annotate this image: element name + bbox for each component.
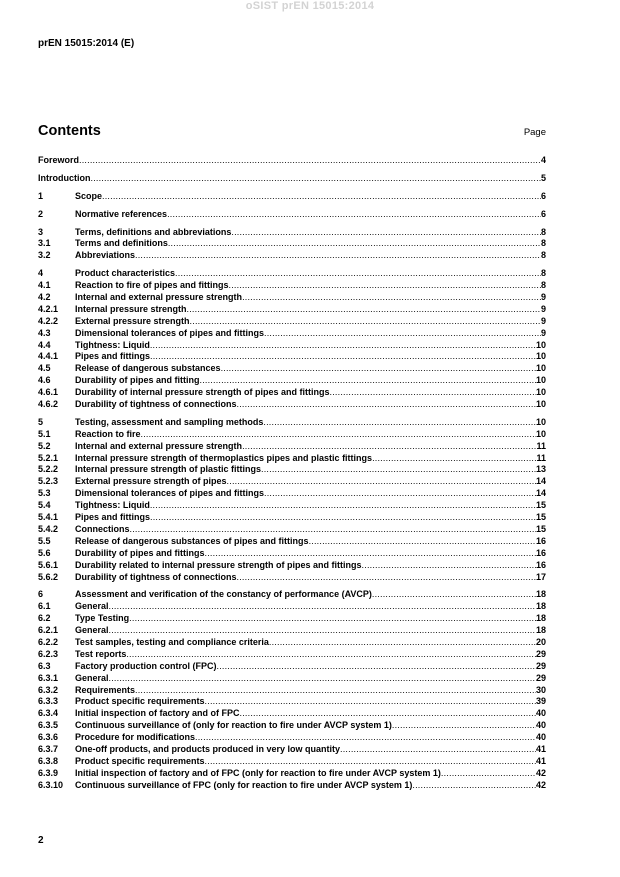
toc-group: [38, 268, 546, 411]
toc-entry[interactable]: [38, 316, 546, 328]
toc-entry-title: Durability of internal pressure strength of pipes and fittings: [75, 387, 330, 398]
toc-entry[interactable]: [38, 441, 546, 453]
toc-entry[interactable]: [38, 572, 546, 584]
toc-entry-number: 4: [38, 268, 44, 279]
toc-leader-dots: [412, 780, 536, 792]
toc-leader-dots: [200, 375, 536, 387]
toc-entry-page: 10: [535, 351, 546, 362]
toc-leader-dots: [205, 756, 536, 768]
toc-group: [38, 589, 546, 791]
toc-entry-title: Continuous surveillance of (only for reaction to fire under AVCP system 1): [75, 720, 392, 731]
toc-entry[interactable]: [38, 191, 546, 203]
toc-entry-page: 10: [535, 363, 546, 374]
toc-entry[interactable]: [38, 625, 546, 637]
toc-entry-page: 29: [535, 672, 546, 683]
toc-entry[interactable]: [38, 227, 546, 239]
toc-entry-page: 11: [536, 440, 546, 451]
toc-entry-number: 5.2: [38, 440, 51, 451]
toc-entry[interactable]: [38, 429, 546, 441]
page-number: 2: [38, 835, 44, 846]
toc-leader-dots: [91, 173, 541, 185]
toc-entry-title: One-off products, and products produced in very low quantity: [75, 743, 341, 754]
toc-entry-number: 3: [38, 226, 44, 237]
toc-entry-title: Tightness: Liquid: [75, 339, 150, 350]
toc-entry-number: 4.3: [38, 327, 51, 338]
toc-entry[interactable]: [38, 780, 546, 792]
toc-leader-dots: [195, 732, 536, 744]
toc-entry-title: Durability related to internal pressure strength of pipes and fittings: [75, 559, 362, 570]
toc-entry-page: 18: [535, 625, 546, 636]
toc-leader-dots: [150, 500, 536, 512]
toc-leader-dots: [231, 227, 541, 239]
toc-entry-title: Procedure for modifications: [75, 732, 196, 743]
toc-entry[interactable]: [38, 209, 546, 221]
toc-group: [38, 417, 546, 583]
toc-leader-dots: [237, 399, 536, 411]
toc-leader-dots: [441, 768, 536, 780]
toc-leader-dots: [330, 387, 536, 399]
toc-entry[interactable]: [38, 387, 546, 399]
toc-entry[interactable]: [38, 476, 546, 488]
toc-entry-page: 18: [535, 589, 546, 600]
toc-entry-page: 10: [535, 399, 546, 410]
toc-entry-number: 4.6.1: [38, 387, 59, 398]
toc-leader-dots: [269, 637, 536, 649]
toc-leader-dots: [175, 268, 541, 280]
toc-entry[interactable]: [38, 363, 546, 375]
toc-entry[interactable]: [38, 673, 546, 685]
toc-entry-page: 9: [540, 315, 546, 326]
toc-leader-dots: [167, 209, 541, 221]
toc-entry-title: Initial inspection of factory and of FPC: [75, 708, 240, 719]
toc-entry[interactable]: [38, 328, 546, 340]
toc-group: [38, 227, 546, 263]
toc-leader-dots: [242, 441, 536, 453]
toc-entry-number: 6.3.1: [38, 672, 59, 683]
toc-entry-number: 5.2.1: [38, 452, 59, 463]
toc-entry[interactable]: [38, 488, 546, 500]
toc-leader-dots: [362, 560, 536, 572]
toc-leader-dots: [309, 536, 536, 548]
toc-entry-title: Product characteristics: [75, 268, 176, 279]
contents-heading: Contents: [38, 123, 101, 139]
toc-entry[interactable]: [38, 732, 546, 744]
toc-leader-dots: [150, 512, 536, 524]
toc-entry-title: Internal pressure strength of thermoplastics pipes and plastic fittings: [75, 452, 373, 463]
toc-entry-number: 5.5: [38, 535, 51, 546]
toc-entry-number: 5.2.2: [38, 464, 59, 475]
toc-entry-page: 14: [535, 488, 546, 499]
toc-entry-page: 11: [536, 452, 546, 463]
toc-entry[interactable]: [38, 649, 546, 661]
toc-entry-number: 4.6: [38, 375, 51, 386]
toc-entry-title: Assessment and verification of the constancy of performance (AVCP): [75, 589, 372, 600]
toc-entry-title: Tightness: Liquid: [75, 500, 150, 511]
toc-entry-title: Terms, definitions and abbreviations: [75, 226, 232, 237]
toc-entry-title: Requirements: [75, 684, 136, 695]
toc-entry-number: 4.4: [38, 339, 51, 350]
toc-entry-title: Reaction to fire of pipes and fittings: [75, 280, 229, 291]
toc-entry-title: Continuous surveillance of FPC (only for reaction to fire under AVCP system 1): [75, 779, 413, 790]
toc-entry[interactable]: [38, 768, 546, 780]
toc-entry-page: 40: [535, 708, 546, 719]
toc-entry-page: 40: [535, 720, 546, 731]
toc-entry-title: Test reports: [75, 648, 127, 659]
toc-leader-dots: [237, 572, 536, 584]
toc-entry-number: 5: [38, 416, 44, 427]
toc-entry-page: 8: [540, 250, 546, 261]
toc-entry-title: Type Testing: [75, 613, 130, 624]
toc-entry-title: Internal pressure strength: [75, 303, 187, 314]
toc-leader-dots: [205, 696, 536, 708]
toc-entry-title: Pipes and fittings: [75, 351, 151, 362]
toc-entry[interactable]: [38, 500, 546, 512]
toc-leader-dots: [135, 685, 536, 697]
toc-entry-page: 10: [535, 428, 546, 439]
toc-entry-page: 9: [540, 303, 546, 314]
toc-entry[interactable]: [38, 685, 546, 697]
toc-entry-page: 15: [535, 500, 546, 511]
toc-entry[interactable]: [38, 280, 546, 292]
toc-leader-dots: [135, 250, 541, 262]
toc-entry-number: 4.2: [38, 292, 51, 303]
toc-entry-title: Internal and external pressure strength: [75, 440, 243, 451]
toc-entry[interactable]: [38, 351, 546, 363]
toc-entry-page: 16: [535, 547, 546, 558]
toc-entry-number: 3.2: [38, 250, 51, 261]
toc-entry-page: 16: [535, 535, 546, 546]
toc-entry[interactable]: [38, 756, 546, 768]
toc-entry-number: 6.2.3: [38, 648, 59, 659]
toc-entry-number: 6.3.10: [38, 779, 64, 790]
toc-entry-number: 5.1: [38, 428, 51, 439]
toc-entry-page: 42: [535, 779, 546, 790]
toc-entry-title: Release of dangerous substances: [75, 363, 221, 374]
toc-entry-number: 6.2.1: [38, 625, 59, 636]
toc-entry-title: Initial inspection of factory and of FPC (only for reaction to fire under AVCP system 1): [75, 767, 441, 778]
toc-entry-page: 10: [535, 339, 546, 350]
toc-entry-page: 13: [535, 464, 546, 475]
toc-entry-number: 6.1: [38, 601, 51, 612]
toc-entry-page: 15: [535, 523, 546, 534]
toc-group: [38, 173, 546, 185]
toc-entry-page: 8: [540, 238, 546, 249]
toc-leader-dots: [229, 280, 541, 292]
toc-entry-page: 29: [535, 660, 546, 671]
toc-entry[interactable]: [38, 696, 546, 708]
toc-entry-page: 4: [540, 155, 546, 165]
toc-entry-title: Abbreviations: [75, 250, 136, 261]
toc-entry-number: 6.3.2: [38, 684, 59, 695]
toc-entry[interactable]: [38, 613, 546, 625]
toc-entry-title: Durability of pipes and fittings: [75, 547, 205, 558]
toc-leader-dots: [187, 304, 541, 316]
toc-entry-number: 5.2.3: [38, 476, 59, 487]
toc-leader-dots: [150, 351, 536, 363]
toc-entry-number: 5.6: [38, 547, 51, 558]
toc-leader-dots: [227, 476, 536, 488]
toc-entry-page: 5: [540, 172, 546, 183]
toc-entry-page: 9: [540, 292, 546, 303]
toc-entry[interactable]: [38, 536, 546, 548]
toc-entry-number: 4.4.1: [38, 351, 59, 362]
toc-entry[interactable]: [38, 238, 546, 250]
toc-leader-dots: [372, 589, 536, 601]
toc-leader-dots: [240, 708, 536, 720]
toc-entry-title: Terms and definitions: [75, 238, 168, 249]
toc-leader-dots: [264, 488, 536, 500]
toc-entry-page: 41: [535, 743, 546, 754]
toc-leader-dots: [102, 191, 541, 203]
toc-entry-title: General: [75, 625, 109, 636]
toc-entry-title: Dimensional tolerances of pipes and fittings: [75, 488, 265, 499]
toc-entry-title: Internal pressure strength of plastic fittings: [75, 464, 262, 475]
toc-group: [38, 155, 546, 167]
toc-entry-number: 5.4.2: [38, 523, 59, 534]
toc-entry-title: Factory production control (FPC): [75, 660, 217, 671]
toc-entry-page: 42: [535, 767, 546, 778]
toc-leader-dots: [261, 464, 536, 476]
toc-leader-dots: [126, 649, 536, 661]
toc-entry[interactable]: [38, 661, 546, 673]
toc-entry[interactable]: [38, 340, 546, 352]
toc-entry-number: 6.3.3: [38, 696, 59, 707]
toc-entry[interactable]: [38, 250, 546, 262]
toc-leader-dots: [109, 673, 536, 685]
toc-entry-number: 6.3.4: [38, 708, 59, 719]
watermark-text: oSIST prEN 15015:2014: [245, 0, 375, 12]
toc-entry[interactable]: [38, 601, 546, 613]
toc-entry-title: Release of dangerous substances of pipes and fittings: [75, 535, 309, 546]
toc-entry-page: 6: [540, 208, 546, 219]
toc-entry-number: 6.3.6: [38, 732, 59, 743]
toc-leader-dots: [109, 601, 536, 613]
toc-entry-title: General: [75, 672, 109, 683]
toc-entry-title: Durability of tightness of connections: [75, 571, 237, 582]
toc-leader-dots: [130, 524, 536, 536]
toc-entry-title: Connections: [75, 523, 130, 534]
toc-entry-page: 41: [535, 755, 546, 766]
toc-entry-page: 10: [535, 387, 546, 398]
toc-entry[interactable]: [38, 464, 546, 476]
toc-entry[interactable]: [38, 548, 546, 560]
toc-entry-title: Product specific requirements: [75, 696, 205, 707]
toc-entry-page: 17: [535, 571, 546, 582]
toc-leader-dots: [141, 429, 536, 441]
toc-entry[interactable]: [38, 375, 546, 387]
toc-entry-page: 18: [535, 601, 546, 612]
toc-leader-dots: [168, 238, 541, 250]
toc-entry-number: 4.6.2: [38, 399, 59, 410]
toc-leader-dots: [190, 316, 541, 328]
toc-entry-title: Internal and external pressure strength: [75, 292, 243, 303]
toc-entry-number: 6.3: [38, 660, 51, 671]
toc-entry-page: 16: [535, 559, 546, 570]
toc-entry-number: 6.3.8: [38, 755, 59, 766]
toc-entry-title: Scope: [75, 190, 103, 201]
toc-entry-page: 40: [535, 732, 546, 743]
toc-leader-dots: [205, 548, 536, 560]
toc-leader-dots: [392, 720, 536, 732]
toc-entry-title: Dimensional tolerances of pipes and fittings: [75, 327, 265, 338]
toc-entry-number: 5.6.2: [38, 571, 59, 582]
toc-entry-page: 9: [540, 327, 546, 338]
document-id: prEN 15015:2014 (E): [38, 38, 135, 49]
toc-entry[interactable]: [38, 292, 546, 304]
toc-entry-title: External pressure strength of pipes: [75, 476, 227, 487]
toc-entry-number: 5.6.1: [38, 559, 59, 570]
toc-entry-page: 20: [535, 636, 546, 647]
toc-leader-dots: [264, 328, 541, 340]
toc-entry[interactable]: [38, 304, 546, 316]
toc-entry-number: 5.4: [38, 500, 51, 511]
toc-entry-page: 8: [540, 280, 546, 291]
toc-entry[interactable]: [38, 708, 546, 720]
toc-entry[interactable]: [38, 744, 546, 756]
toc-entry-number: 6.2: [38, 613, 51, 624]
toc-leader-dots: [372, 453, 536, 465]
toc-entry-page: 8: [540, 226, 546, 237]
toc-entry-number: 6.2.2: [38, 636, 59, 647]
toc-entry[interactable]: [38, 417, 546, 429]
toc-entry-number: 3.1: [38, 238, 51, 249]
toc-leader-dots: [263, 417, 536, 429]
toc-entry-number: 4.2.1: [38, 303, 59, 314]
toc-entry-number: 5.4.1: [38, 512, 59, 523]
toc-entry-page: 8: [540, 268, 546, 279]
toc-entry-page: 30: [535, 684, 546, 695]
toc-group: [38, 209, 546, 221]
toc-entry-number: 6: [38, 589, 44, 600]
toc-entry-number: 5.3: [38, 488, 51, 499]
toc-entry-number: 4.5: [38, 363, 51, 374]
toc-entry-title: Durability of pipes and fitting: [75, 375, 200, 386]
toc-entry[interactable]: [38, 155, 546, 167]
toc-entry[interactable]: [38, 453, 546, 465]
toc-entry-title: Product specific requirements: [75, 755, 205, 766]
toc-entry-title: Test samples, testing and compliance criteria: [75, 636, 269, 647]
toc-entry-title: Normative references: [75, 208, 168, 219]
toc-entry-number: 6.3.9: [38, 767, 59, 778]
toc-entry[interactable]: [38, 268, 546, 280]
toc-entry-number: 6.3.7: [38, 743, 59, 754]
toc-entry-title: External pressure strength: [75, 315, 190, 326]
toc-entry-number: 1: [38, 190, 44, 201]
toc-entry[interactable]: [38, 637, 546, 649]
toc-entry-title: Testing, assessment and sampling methods: [75, 416, 264, 427]
page-column-label: Page: [523, 127, 546, 138]
toc-entry-title: Introduction: [38, 172, 91, 183]
toc-entry[interactable]: [38, 512, 546, 524]
toc-entry-page: 10: [535, 416, 546, 427]
toc-entry-number: 4.1: [38, 280, 51, 291]
toc-entry-title: General: [75, 601, 109, 612]
toc-entry[interactable]: [38, 524, 546, 536]
toc-entry-page: 18: [535, 613, 546, 624]
toc-entry[interactable]: [38, 560, 546, 572]
toc-leader-dots: [79, 155, 541, 167]
toc-entry-title: Durability of tightness of connections: [75, 399, 237, 410]
toc-entry-title: Reaction to fire: [75, 428, 141, 439]
toc-leader-dots: [221, 363, 536, 375]
toc-entry-title: Foreword: [38, 155, 80, 165]
toc-entry[interactable]: [38, 720, 546, 732]
toc-entry[interactable]: [38, 589, 546, 601]
toc-entry-number: 4.2.2: [38, 315, 59, 326]
toc-entry-number: 2: [38, 208, 44, 219]
toc-entry-page: 15: [535, 512, 546, 523]
toc-leader-dots: [109, 625, 536, 637]
toc-entry-page: 10: [535, 375, 546, 386]
toc-entry[interactable]: [38, 173, 546, 185]
toc-leader-dots: [217, 661, 536, 673]
toc-entry-title: Pipes and fittings: [75, 512, 151, 523]
toc-entry-page: 29: [535, 648, 546, 659]
toc-entry-page: 39: [535, 696, 546, 707]
table-of-contents: [38, 155, 546, 798]
toc-leader-dots: [150, 340, 536, 352]
toc-leader-dots: [340, 744, 536, 756]
toc-group: [38, 191, 546, 203]
toc-entry-page: 6: [540, 190, 546, 201]
toc-entry[interactable]: [38, 399, 546, 411]
toc-entry-number: 6.3.5: [38, 720, 59, 731]
toc-leader-dots: [129, 613, 536, 625]
toc-leader-dots: [242, 292, 541, 304]
toc-entry-page: 14: [535, 476, 546, 487]
